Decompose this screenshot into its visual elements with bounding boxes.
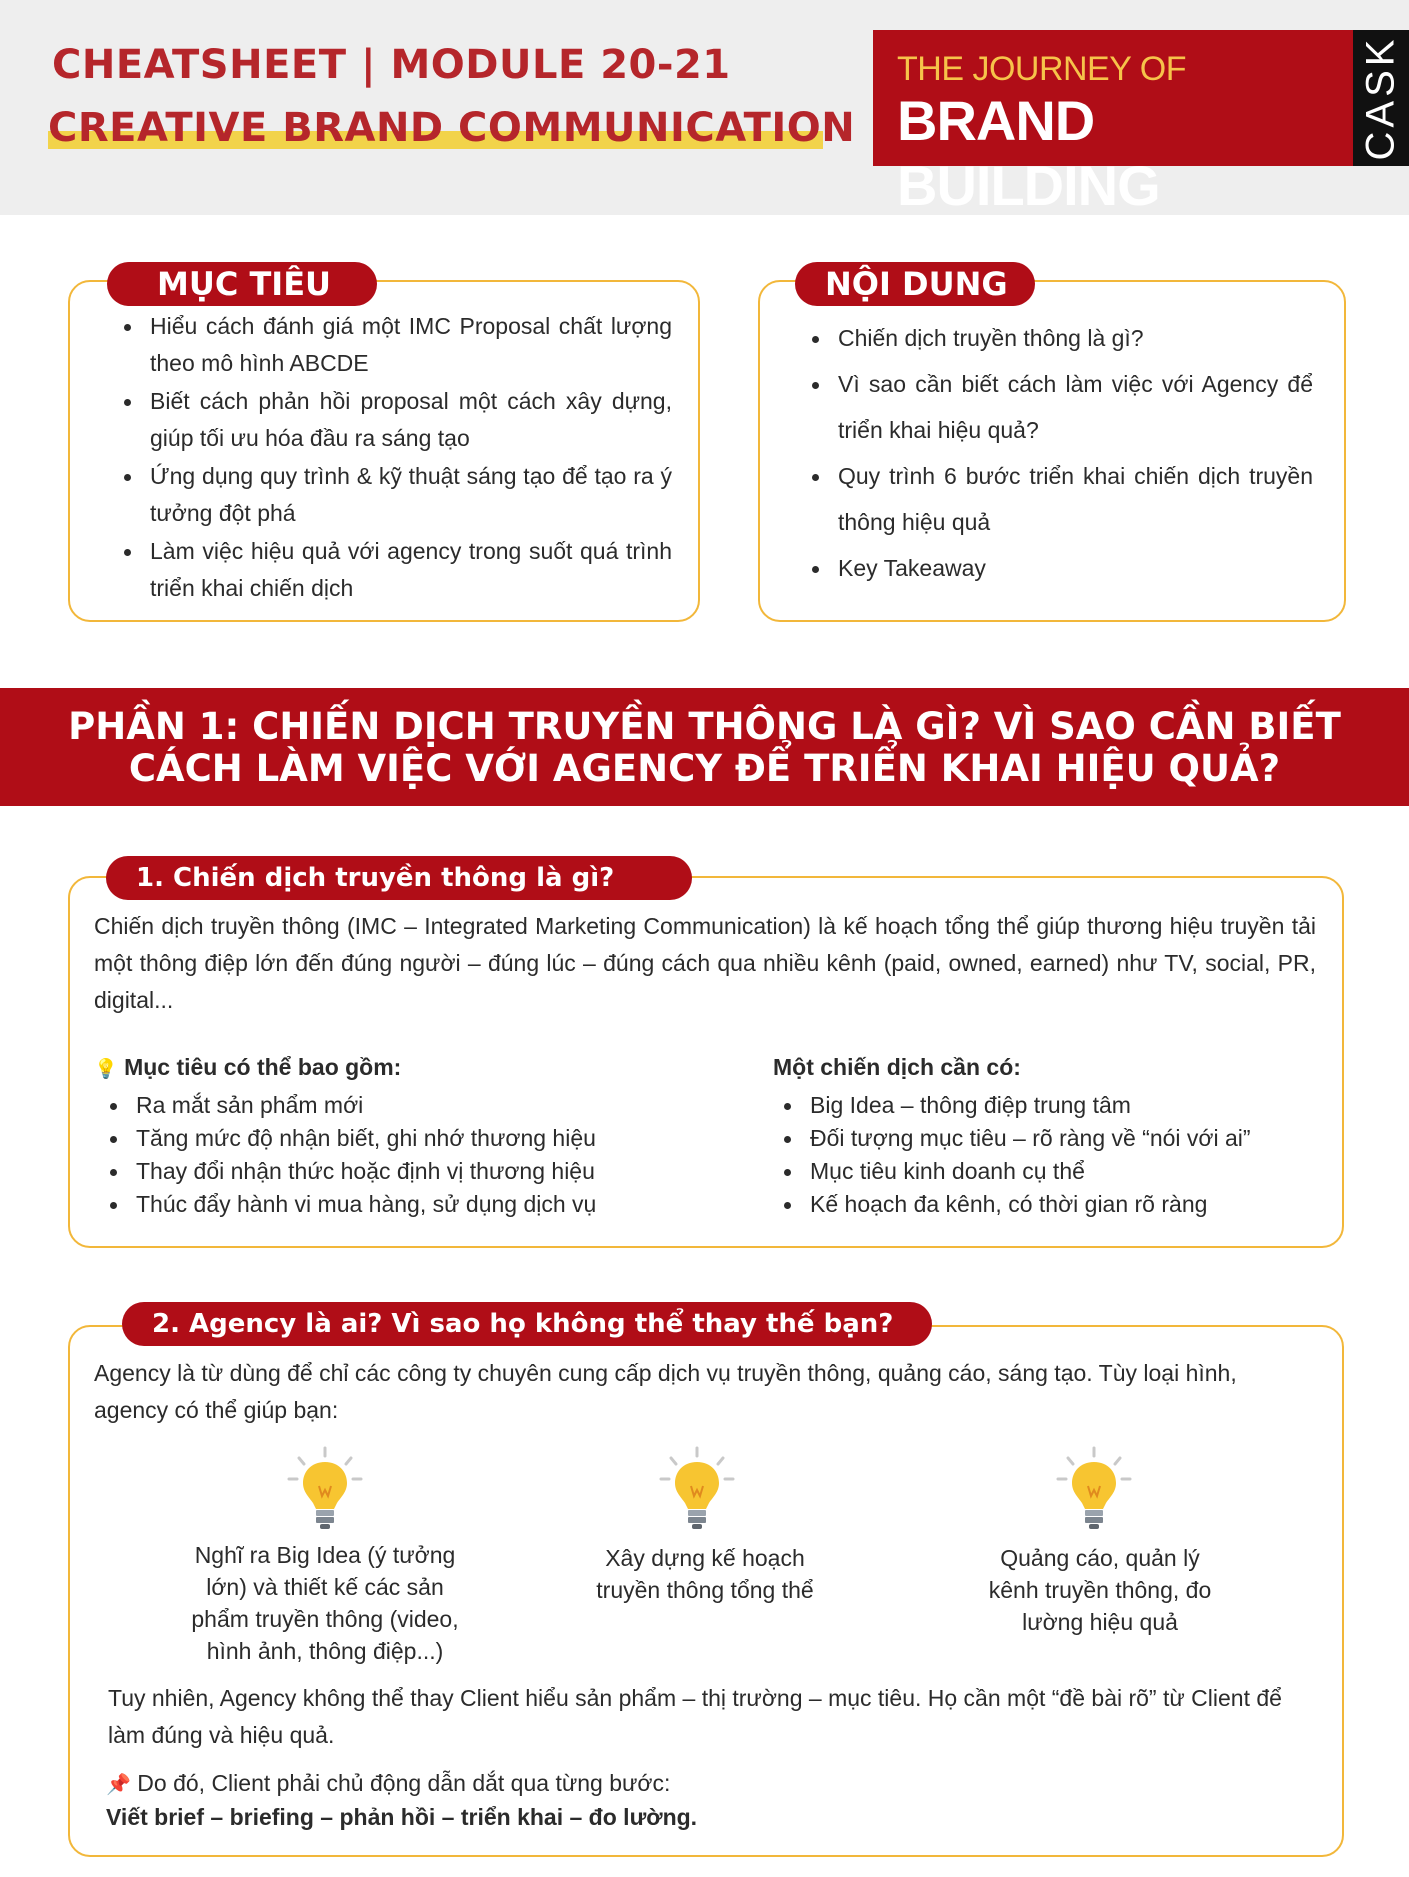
lead-text: Do đó, Client phải chủ động dẫn dắt qua từng bước:	[137, 1770, 671, 1796]
contents-list	[808, 315, 1313, 591]
list-item: Tăng mức độ nhận biết, ghi nhớ thương hiệu	[106, 1122, 686, 1155]
list-item: Thúc đẩy hành vi mua hàng, sử dụng dịch vụ	[106, 1188, 686, 1221]
section2-note: Tuy nhiên, Agency không thể thay Client hiểu sản phẩm – thị trường – mục tiêu. Họ cần một “đề bài rõ” từ Client để làm đúng và hiệu quả.	[108, 1685, 1282, 1748]
part1-title-line2: CÁCH LÀM VIỆC VỚI AGENCY ĐỂ TRIỂN KHAI HIỆU QUẢ?	[128, 747, 1281, 790]
page-subtitle: CREATIVE BRAND COMMUNICATION	[48, 105, 856, 151]
section2-intro: Agency là từ dùng để chỉ các công ty chuyên cung cấp dịch vụ truyền thông, quảng cáo, sáng tạo. Tùy loại hình, agency có thể giúp bạn:	[94, 1360, 1237, 1423]
section2-title: 2. Agency là ai? Vì sao họ không thể thay thế bạn?	[122, 1302, 932, 1346]
section1-title: 1. Chiến dịch truyền thông là gì?	[106, 856, 692, 900]
list-item: Vì sao cần biết cách làm việc với Agency để triển khai hiệu quả?	[808, 361, 1313, 453]
list-item: Big Idea – thông điệp trung tâm	[780, 1089, 1340, 1122]
caption-line: kênh truyền thông, đo	[988, 1577, 1212, 1603]
caption-line: Nghĩ ra Big Idea (ý tưởng	[194, 1542, 456, 1568]
agency-role-1	[155, 1539, 495, 1667]
lightbulb-icon	[657, 1446, 737, 1536]
lightbulb-icon: 💡	[94, 1059, 118, 1080]
logo-side-text: CASK	[1358, 35, 1403, 161]
section2-lead	[106, 1765, 1306, 1804]
list-item: Chiến dịch truyền thông là gì?	[808, 315, 1313, 361]
brand-logo	[873, 30, 1355, 217]
agency-role-3	[940, 1542, 1260, 1638]
pin-icon: 📌	[106, 1774, 131, 1796]
section2-steps: Viết brief – briefing – phản hồi – triển khai – đo lường.	[106, 1804, 698, 1830]
goals-title: MỤC TIÊU	[107, 262, 377, 306]
goals-heading-text: Mục tiêu có thể bao gồm:	[124, 1054, 402, 1080]
section1-intro: Chiến dịch truyền thông (IMC – Integrated Marketing Communication) là kế hoạch tổng thể giúp thương hiệu truyền tải một thông điệp lớn đến đúng người – đúng lúc – đúng cách qua nhiều kênh (paid, owned, earned) như TV, social, PR, digital...	[94, 913, 1316, 1013]
logo-big-text: BRAND BUILDING	[897, 89, 1160, 217]
section1-needs-heading: Một chiến dịch cần có:	[773, 1054, 1021, 1080]
section1-needs-list	[780, 1089, 1340, 1221]
list-item: Ứng dụng quy trình & kỹ thuật sáng tạo để tạo ra ý tưởng đột phá	[120, 458, 672, 532]
list-item: Làm việc hiệu quả với agency trong suốt quá trình triển khai chiến dịch	[120, 533, 672, 607]
lightbulb-icon	[1054, 1446, 1134, 1536]
list-item: Mục tiêu kinh doanh cụ thể	[780, 1155, 1340, 1188]
list-item: Quy trình 6 bước triển khai chiến dịch truyền thông hiệu quả	[808, 453, 1313, 545]
caption-line: hình ảnh, thông điệp...)	[206, 1638, 444, 1664]
caption-line: Xây dựng kế hoạch	[605, 1545, 805, 1571]
lightbulb-icon	[285, 1446, 365, 1536]
list-item: Key Takeaway	[808, 545, 1313, 591]
page-subtitle-wrap	[48, 105, 855, 151]
goals-list	[120, 308, 672, 608]
part1-title-line1: PHẦN 1: CHIẾN DỊCH TRUYỀN THÔNG LÀ GÌ? VÌ SAO CẦN BIẾT	[68, 705, 1341, 748]
list-item: Kế hoạch đa kênh, có thời gian rõ ràng	[780, 1188, 1340, 1221]
caption-line: lường hiệu quả	[1022, 1609, 1178, 1635]
list-item: Đối tượng mục tiêu – rõ ràng về “nói với ai”	[780, 1122, 1340, 1155]
page-title: CHEATSHEET | MODULE 20-21	[52, 42, 731, 88]
list-item: Ra mắt sản phẩm mới	[106, 1089, 686, 1122]
list-item: Hiểu cách đánh giá một IMC Proposal chất lượng theo mô hình ABCDE	[120, 308, 672, 382]
list-item: Biết cách phản hồi proposal một cách xây dựng, giúp tối ưu hóa đầu ra sáng tạo	[120, 383, 672, 457]
caption-line: lớn) và thiết kế các sản	[206, 1574, 444, 1600]
agency-role-2	[545, 1542, 865, 1606]
contents-title: NỘI DUNG	[795, 262, 1035, 306]
section1-goals-list	[106, 1089, 686, 1221]
logo-side-block	[1353, 30, 1409, 166]
part1-banner	[0, 688, 1409, 806]
logo-small-text: THE JOURNEY OF	[897, 50, 1186, 88]
section1-goals-heading	[94, 1054, 401, 1081]
list-item: Thay đổi nhận thức hoặc định vị thương hiệu	[106, 1155, 686, 1188]
caption-line: Quảng cáo, quản lý	[1000, 1545, 1200, 1571]
caption-line: phẩm truyền thông (video,	[191, 1606, 459, 1632]
caption-line: truyền thông tổng thể	[596, 1577, 814, 1603]
